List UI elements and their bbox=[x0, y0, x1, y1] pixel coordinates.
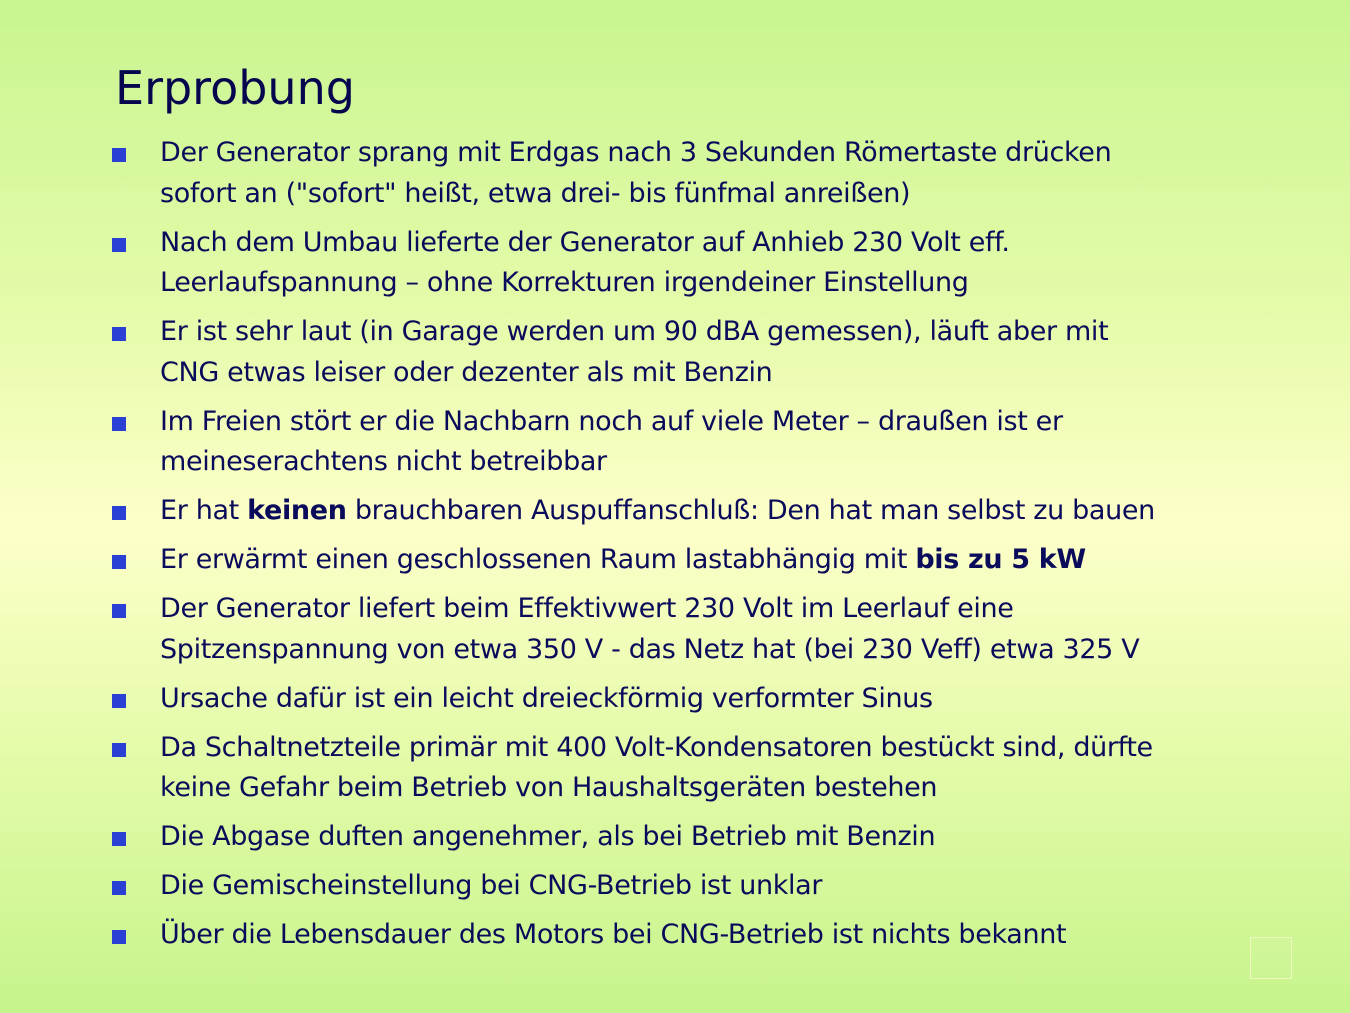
square-bullet-icon bbox=[112, 930, 126, 944]
bullet-text-line-1: Im Freien stört er die Nachbarn noch auf viele Meter – draußen ist er bbox=[160, 405, 1063, 437]
bullet-item-11 bbox=[110, 866, 1330, 907]
bullet-text: Die Abgase duften angenehmer, als bei Betrieb mit Benzin bbox=[160, 821, 936, 852]
square-bullet-icon bbox=[112, 417, 126, 431]
bullet-text-line-1: Der Generator liefert beim Effektivwert 230 Volt im Leerlauf eine bbox=[160, 593, 1014, 624]
slide-nav-button[interactable] bbox=[1250, 937, 1292, 979]
bullet-text-line-2: meineserachtens nicht betreibbar bbox=[160, 446, 607, 477]
square-bullet-icon bbox=[112, 506, 126, 520]
bullet-text-line-1: Er ist sehr laut (in Garage werden um 90 dBA gemessen), läuft aber mit bbox=[160, 316, 1109, 347]
bullet-item-12 bbox=[110, 915, 1330, 956]
bullet-text-bold: bis zu 5 kW bbox=[915, 544, 1086, 575]
bullet-text-line-2: Spitzenspannung von etwa 350 V - das Netz hat (bei 230 Veff) etwa 325 V bbox=[160, 633, 1140, 665]
bullet-item-3 bbox=[110, 312, 1330, 393]
square-bullet-icon bbox=[112, 881, 126, 895]
slide-title: Erprobung bbox=[115, 61, 355, 115]
bullet-text-line-2: keine Gefahr beim Betrieb von Haushaltsgeräten bestehen bbox=[160, 772, 938, 803]
square-bullet-icon bbox=[112, 832, 126, 846]
bullet-text-line-2: CNG etwas leiser oder dezenter als mit Benzin bbox=[160, 356, 773, 388]
bullet-text-after: brauchbaren Auspuffanschluß: Den hat man selbst zu bauen bbox=[346, 495, 1155, 526]
bullet-text-line-1: Der Generator sprang mit Erdgas nach 3 Sekunden Römertaste drücken bbox=[160, 137, 1112, 168]
bullet-item-1 bbox=[110, 133, 1330, 214]
bullet-text-line-2: Leerlaufspannung – ohne Korrekturen irgendeiner Einstellung bbox=[160, 267, 969, 298]
bullet-text: Ursache dafür ist ein leicht dreieckförmig verformter Sinus bbox=[160, 682, 933, 714]
square-bullet-icon bbox=[112, 238, 126, 252]
bullet-item-7 bbox=[110, 589, 1330, 670]
bullet-item-2 bbox=[110, 223, 1330, 304]
square-bullet-icon bbox=[112, 604, 126, 618]
bullet-text-line-2: sofort an ("sofort" heißt, etwa drei- bis fünfmal anreißen) bbox=[160, 177, 911, 209]
square-bullet-icon bbox=[112, 743, 126, 757]
bullet-item-5 bbox=[110, 491, 1330, 532]
bullet-text-line-1: Da Schaltnetzteile primär mit 400 Volt-Kondensatoren bestückt sind, dürfte bbox=[160, 731, 1153, 763]
bullet-item-6 bbox=[110, 540, 1330, 581]
bullet-text-bold: keinen bbox=[247, 495, 347, 526]
bullet-text: Über die Lebensdauer des Motors bei CNG-Betrieb ist nichts bekannt bbox=[160, 919, 1067, 950]
bullet-text-before: Er erwärmt einen geschlossenen Raum lastabhängig mit bbox=[160, 544, 916, 575]
bullet-text-line-1: Nach dem Umbau lieferte der Generator auf Anhieb 230 Volt eff. bbox=[160, 226, 1010, 258]
bullet-text: Die Gemischeinstellung bei CNG-Betrieb ist unklar bbox=[160, 870, 823, 901]
bullet-list bbox=[110, 133, 1330, 964]
square-bullet-icon bbox=[112, 694, 126, 708]
square-bullet-icon bbox=[112, 148, 126, 162]
bullet-text-before: Er hat bbox=[160, 495, 248, 526]
bullet-item-8 bbox=[110, 679, 1330, 720]
bullet-item-9 bbox=[110, 728, 1330, 809]
square-bullet-icon bbox=[112, 327, 126, 341]
bullet-item-4 bbox=[110, 402, 1330, 483]
square-bullet-icon bbox=[112, 555, 126, 569]
bullet-item-10 bbox=[110, 817, 1330, 858]
